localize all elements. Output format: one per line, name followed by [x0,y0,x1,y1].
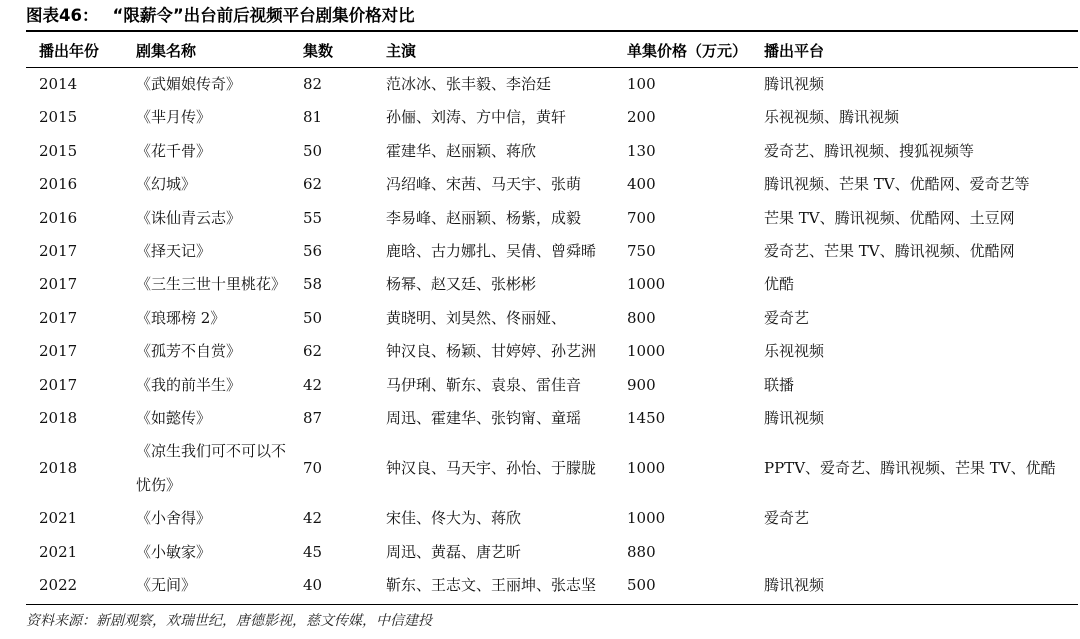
col-header-title: 剧集名称 [136,41,197,60]
cell-episodes: 87 [303,409,323,428]
table-header-row [26,33,1078,68]
cell-price: 1000 [627,509,666,528]
cell-title: 《琅琊榜 2》 [136,308,226,327]
col-header-episodes: 集数 [303,41,334,60]
cell-year: 2021 [39,509,78,528]
cell-episodes: 40 [303,576,323,595]
cell-cast: 黄晓明、刘昊然、佟丽娅、 [386,308,567,327]
cell-platform: 乐视视频 [764,342,825,361]
cell-platform: 芒果 TV、腾讯视频、优酷网、土豆网 [764,208,1015,227]
cell-platform: 腾讯视频 [764,75,825,93]
table-row [26,302,1078,335]
cell-platform: 优酷 [764,275,795,294]
cell-title: 《三生三世十里桃花》 [136,275,287,294]
cell-price: 900 [627,375,656,394]
cell-title: 《凉生我们可不可以不忧伤》 [136,442,287,494]
table-row [26,135,1078,168]
cell-cast: 钟汉良、杨颖、甘婷婷、孙艺洲 [386,342,597,361]
cell-price: 500 [627,576,656,595]
cell-episodes: 56 [303,242,323,261]
cell-title: 《武媚娘传奇》 [136,75,242,93]
cell-price: 200 [627,108,656,127]
cell-episodes: 42 [303,509,323,528]
cell-year: 2018 [39,409,78,428]
cell-year: 2017 [39,242,78,261]
cell-episodes: 50 [303,308,323,327]
cell-title: 《孤芳不自赏》 [136,342,242,361]
cell-price: 100 [627,75,656,93]
table-row [26,268,1078,301]
table-row [26,101,1078,134]
cell-platform: 腾讯视频 [764,576,825,595]
cell-episodes: 58 [303,275,323,294]
cell-year: 2016 [39,208,78,227]
table-row [26,502,1078,535]
cell-price: 880 [627,542,656,561]
figure-number: 图表46： [26,6,99,25]
table-row [26,235,1078,268]
table-row [26,569,1078,602]
col-header-cast: 主演 [386,41,417,60]
col-header-platform: 播出平台 [764,41,825,60]
cell-cast: 鹿晗、古力娜扎、吴倩、曾舜晞 [386,242,597,261]
cell-episodes: 62 [303,342,323,361]
cell-year: 2018 [39,459,78,478]
cell-cast: 周迅、黄磊、唐艺昕 [386,542,522,561]
cell-price: 130 [627,141,656,160]
cell-title: 《花千骨》 [136,141,212,160]
cell-title: 《诛仙青云志》 [136,208,242,227]
cell-title: 《芈月传》 [136,108,212,127]
col-header-year: 播出年份 [39,41,100,60]
table-bottom-rule [26,604,1078,605]
cell-price: 1000 [627,459,666,478]
cell-price: 750 [627,242,656,261]
cell-price: 1000 [627,342,666,361]
cell-platform: 腾讯视频、芒果 TV、优酷网、爱奇艺等 [764,175,1030,194]
cell-title: 《小舍得》 [136,509,212,528]
cell-cast: 范冰冰、张丰毅、李治廷 [386,75,552,93]
cell-cast: 周迅、霍建华、张钧甯、童瑶 [386,409,582,428]
cell-platform: PPTV、爱奇艺、腾讯视频、芒果 TV、优酷 [764,459,1056,478]
cell-episodes: 62 [303,175,323,194]
cell-episodes: 82 [303,75,323,93]
cell-year: 2017 [39,275,78,294]
cell-price: 1450 [627,409,666,428]
cell-episodes: 50 [303,141,323,160]
cell-year: 2017 [39,375,78,394]
cell-platform: 爱奇艺 [764,509,810,528]
cell-cast: 冯绍峰、宋茜、马天宇、张萌 [386,175,582,194]
cell-platform: 爱奇艺、芒果 TV、腾讯视频、优酷网 [764,242,1015,261]
cell-price: 400 [627,175,656,194]
cell-title: 《我的前半生》 [136,375,242,394]
table-row [26,435,1078,502]
cell-price: 700 [627,208,656,227]
table-row [26,168,1078,201]
cell-platform [762,536,1078,569]
cell-year: 2014 [39,75,78,93]
cell-year: 2021 [39,542,78,561]
cell-platform: 爱奇艺、腾讯视频、搜狐视频等 [764,141,975,160]
cell-episodes: 81 [303,108,323,127]
cell-episodes: 70 [303,459,323,478]
cell-cast: 宋佳、佟大为、蒋欣 [386,509,522,528]
cell-year: 2015 [39,141,78,160]
cell-cast: 孙俪、刘涛、方中信，黄轩 [386,108,567,127]
cell-title: 《择天记》 [136,242,212,261]
cell-platform: 腾讯视频 [764,409,825,428]
cell-title: 《幻城》 [136,175,197,194]
cell-platform: 联播 [764,375,795,394]
cell-year: 2017 [39,342,78,361]
cell-cast: 钟汉良、马天宇、孙怡、于朦胧 [386,459,597,478]
figure-title-text: “限薪令”出台前后视频平台剧集价格对比 [112,6,415,25]
cell-year: 2015 [39,108,78,127]
table-row [26,68,1078,102]
source-note: 资料来源：新剧观察，欢瑞世纪，唐德影视，慈文传媒，中信建投 [26,613,432,629]
table-row [26,335,1078,368]
figure-title [26,3,415,29]
cell-year: 2022 [39,576,78,595]
cell-title: 《小敏家》 [136,542,212,561]
cell-cast: 李易峰、赵丽颖、杨紫，成毅 [386,208,582,227]
cell-platform: 爱奇艺 [764,308,810,327]
cell-cast: 杨幂、赵又廷、张彬彬 [386,275,537,294]
col-header-price: 单集价格（万元） [627,41,748,60]
table-row [26,536,1078,569]
table-row [26,202,1078,235]
cell-price: 800 [627,308,656,327]
price-comparison-table [26,33,1078,603]
table-top-rule [26,30,1078,32]
cell-year: 2016 [39,175,78,194]
cell-episodes: 55 [303,208,323,227]
cell-platform: 乐视视频、腾讯视频 [764,108,900,127]
cell-year: 2017 [39,308,78,327]
cell-title: 《如懿传》 [136,409,212,428]
cell-cast: 靳东、王志文、王丽坤、张志坚 [386,576,597,595]
cell-cast: 霍建华、赵丽颖、蒋欣 [386,141,537,160]
cell-price: 1000 [627,275,666,294]
table-row [26,369,1078,402]
cell-episodes: 45 [303,542,323,561]
cell-cast: 马伊琍、靳东、袁泉、雷佳音 [386,375,582,394]
cell-title: 《无间》 [136,576,197,595]
cell-episodes: 42 [303,375,323,394]
table-row [26,402,1078,435]
